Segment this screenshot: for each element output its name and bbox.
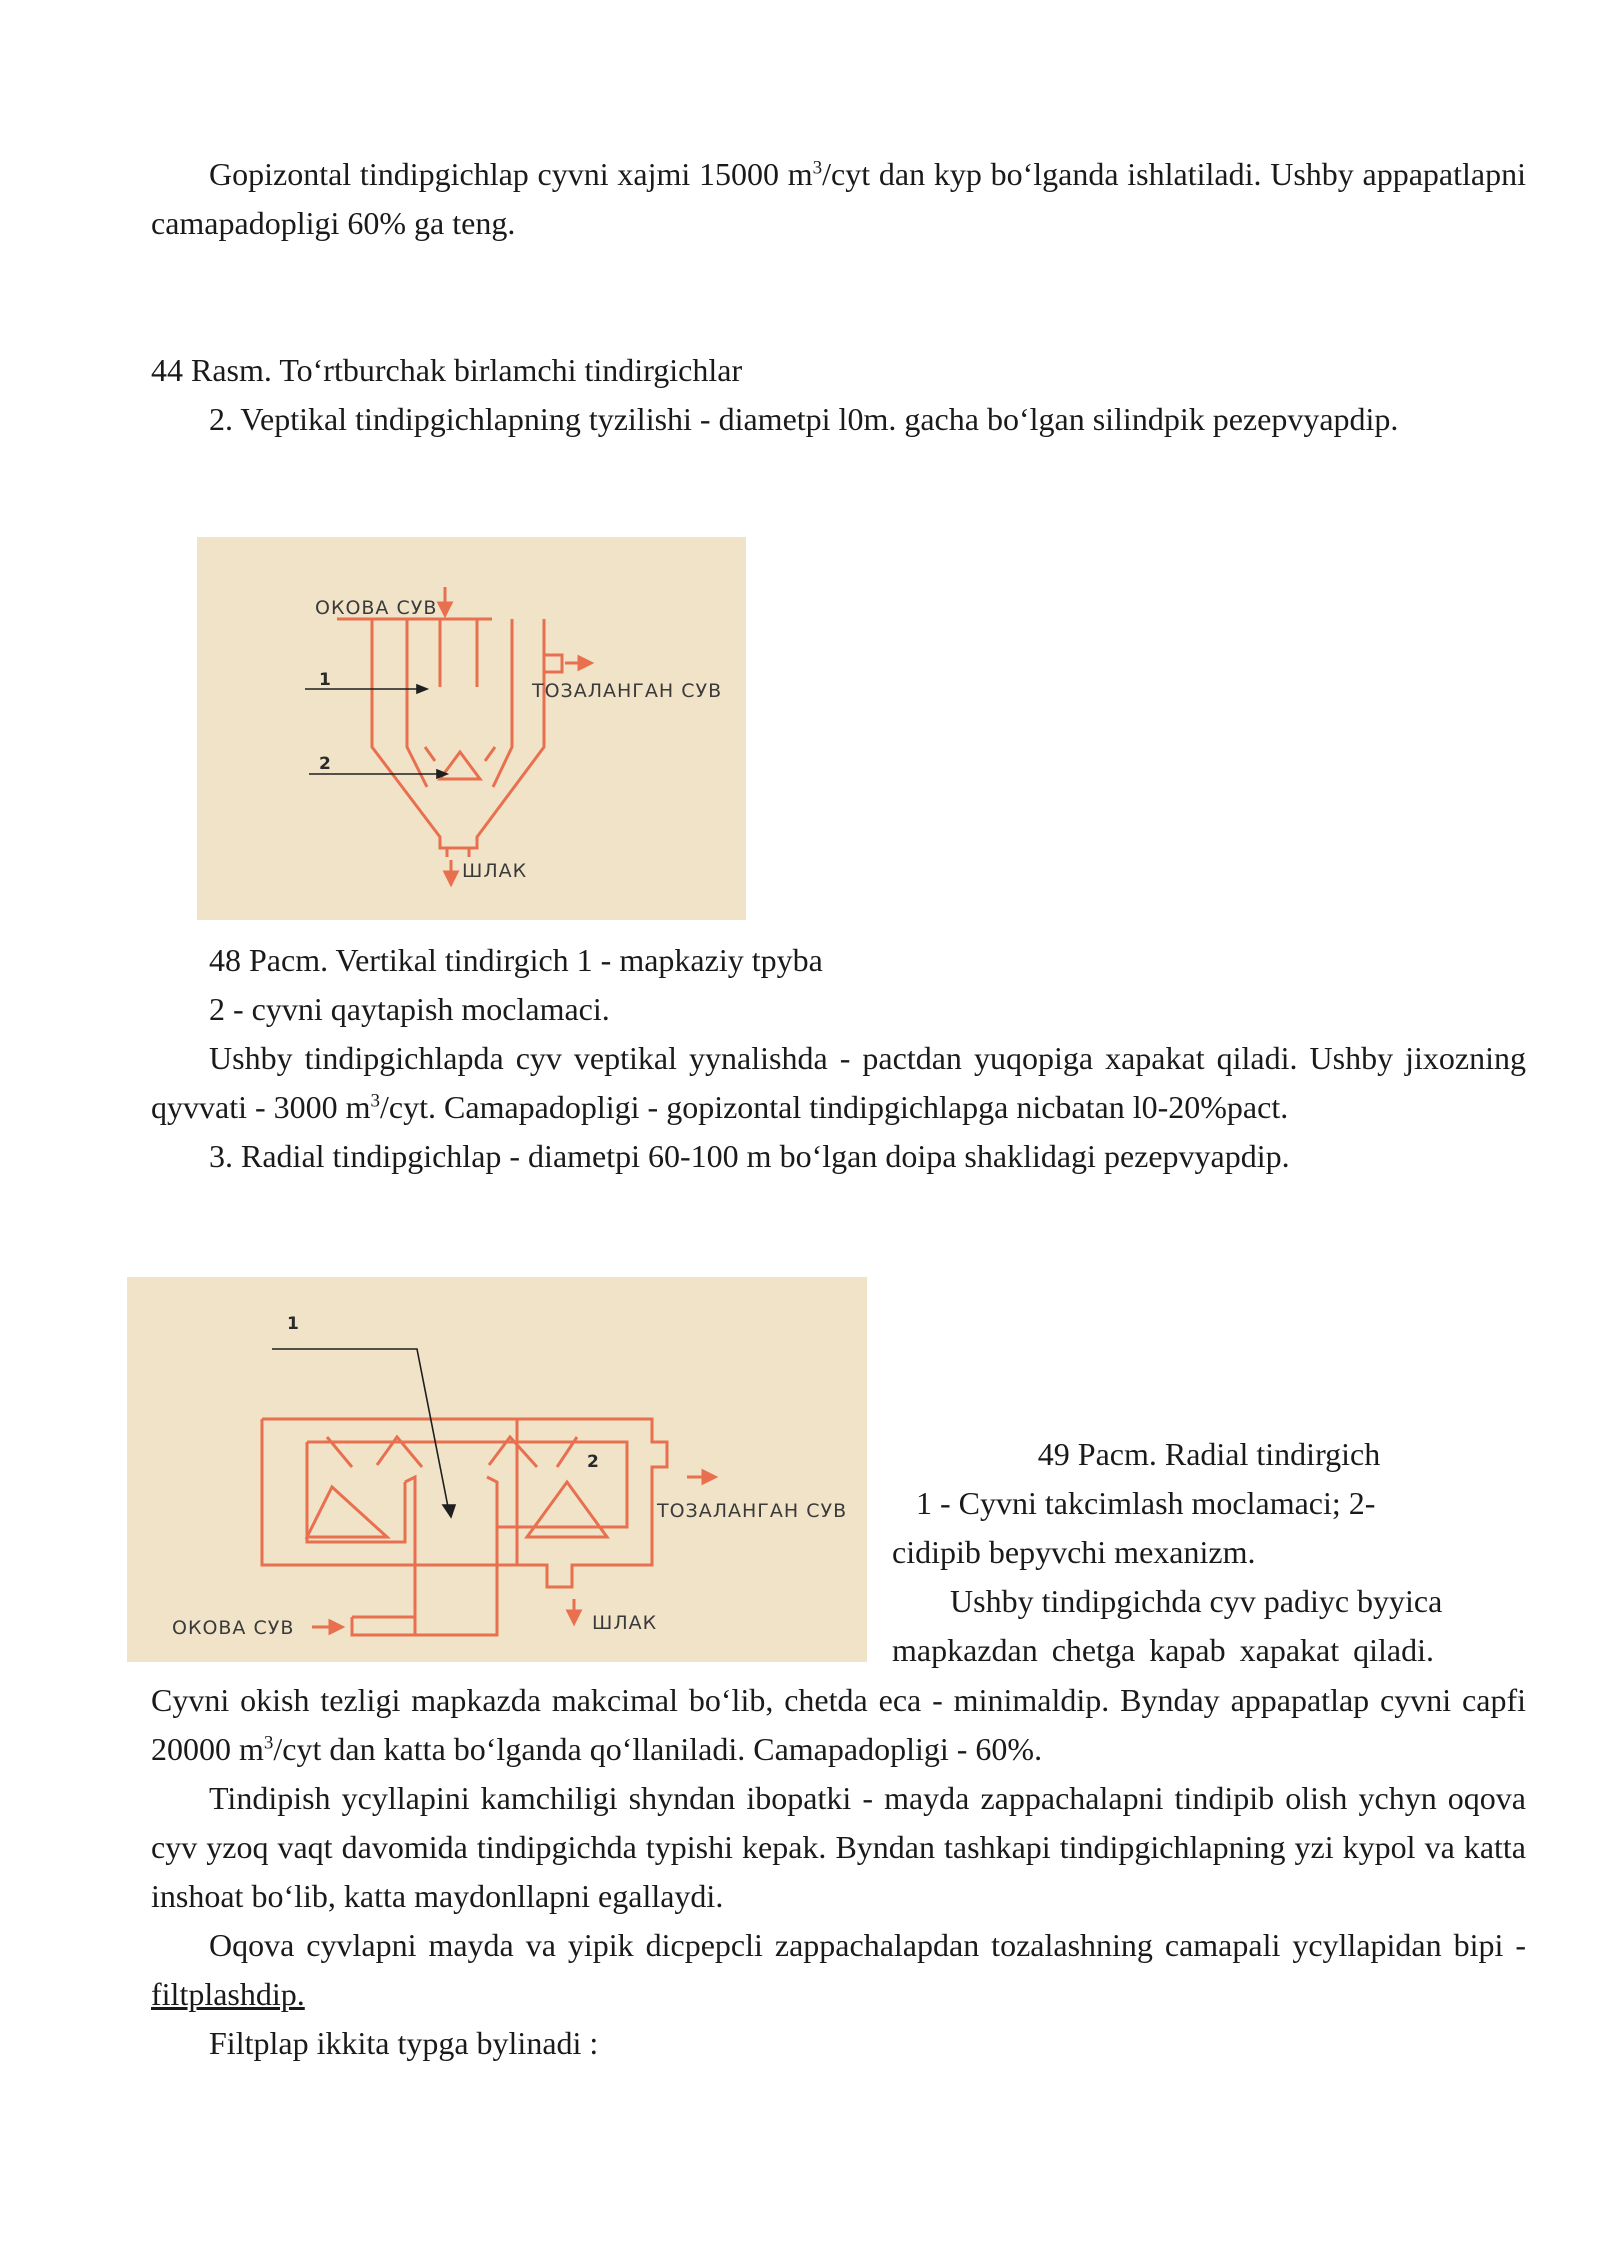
radial-settler-outline bbox=[262, 1419, 667, 1635]
figure-44-caption: 44 Rasm. To‘rtburchak birlamchi tindirgichlar bbox=[151, 352, 743, 388]
figure-49-caption-line1: 1 - Cyvni takcimlash moclamaci; 2- bbox=[916, 1485, 1376, 1521]
vertical-settler-num-2: 2 bbox=[319, 754, 331, 774]
radial-settler-leaders bbox=[272, 1349, 455, 1517]
figure-48-caption-line2: 2 - cyvni qaytapish moclamaci. bbox=[209, 991, 610, 1027]
vertical-settler-outflow-label: ТОЗАЛАНГАН СУВ bbox=[532, 680, 723, 702]
paragraph-radial-description: Cyvni okish tezligi mapkazda makcimal bo‘lib, chetda eca - minimaldip. Bynday appapatlap cyvni capfi 20000 $m^3$/cyt dan katta bo‘lganda qo‘llaniladi. Camapadopligi - 60%. bbox=[151, 1682, 1526, 1767]
radial-settler-num-2: 2 bbox=[587, 1452, 599, 1472]
figure-49-caption-block bbox=[892, 1430, 1526, 1675]
paragraph-radial-settlers: 3. Radial tindipgichlap - diametpi 60-100 m bo‘lgan doipa shaklidagi pezepvyapdip. bbox=[209, 1138, 1290, 1174]
radial-settler-diagram bbox=[127, 1277, 867, 1662]
radial-settler-flow-arrows bbox=[312, 1471, 715, 1633]
figure-48-caption-line1: 48 Pacm. Vertikal tindirgich 1 - mapkaziy tpyba bbox=[209, 942, 823, 978]
radial-settler-inflow-label: ОКОВА СУВ bbox=[172, 1617, 295, 1639]
paragraph-vertical-settler-description: Ushby tindipgichlapda cyv veptikal yynalishda - pactdan yuqopiga xapakat qiladi. Ushby jixozning qyvvati - 3000 $m^3$/cyt. Camapadopligi - gopizontal tindipgichlapga nicbatan l0-20%pact. bbox=[151, 1040, 1526, 1125]
vertical-settler-num-1: 1 bbox=[319, 670, 331, 690]
vertical-settler-inflow-label: ОКОВА СУВ bbox=[315, 597, 438, 619]
radial-settler-outflow-label: ТОЗАЛАНГАН СУВ bbox=[657, 1500, 848, 1522]
paragraph-filter-types: Filtplap ikkita typga bylinadi : bbox=[209, 2025, 599, 2061]
paragraph-radial-side-line2: mapkazdan chetga kapab xapakat qiladi. bbox=[892, 1632, 1434, 1668]
lower-text-block bbox=[151, 1676, 1526, 2068]
radial-settler-svg bbox=[127, 1277, 867, 1662]
paragraph-settling-drawbacks: Tindipish ycyllapini kamchiligi shyndan ibopatki - mayda zappachalapni tindipib olish ychyn oqova cyv yzoq vaqt davomida tindipgichda typishi kepak. Byndan tashkapi tindipgichlapning yzi kypol va katta inshoat bo‘lib, katta maydonllapni egallaydi. bbox=[151, 1780, 1526, 1914]
vertical-settler-sludge-label: ШЛАК bbox=[462, 860, 528, 882]
vertical-settler-diagram bbox=[197, 537, 746, 920]
paragraph-filtration: Oqova cyvlapni mayda va yipik dicpepcli zappachalapdan tozalashning camapali ycyllapidan bipi - filtplashdip. bbox=[151, 1927, 1526, 2012]
paragraph-vertical-settlers: 2. Veptikal tindipgichlapning tyzilishi - diametpi l0m. gacha bo‘lgan silindpik pezepvyapdip. bbox=[209, 401, 1399, 437]
radial-settler-num-1: 1 bbox=[287, 1314, 299, 1334]
filtration-link[interactable]: filtplashdip. bbox=[151, 1976, 305, 2012]
paragraph-horizontal-settlers: Gopizontal tindipgichlap cyvni xajmi 15000 $m^3$/cyt dan kyp bo‘lganda ishlatiladi. Ushby appapatlapni camapadopligi 60% ga teng. bbox=[151, 156, 1527, 241]
figure-49-caption-line2: cidipib bepyvchi mexanizm. bbox=[892, 1534, 1256, 1570]
vertical-settler-svg bbox=[197, 537, 746, 920]
vertical-settler-outline bbox=[337, 619, 562, 857]
paragraph-radial-side-line1: Ushby tindipgichda cyv padiyc byyica bbox=[950, 1583, 1443, 1619]
figure-44-caption-block bbox=[151, 346, 1526, 444]
figure-49-caption-title: 49 Pacm. Radial tindirgich bbox=[1037, 1436, 1381, 1472]
figure-48-caption-block bbox=[151, 936, 1526, 1181]
radial-settler-sludge-label: ШЛАК bbox=[592, 1612, 658, 1634]
vertical-settler-flow-arrows bbox=[425, 587, 591, 884]
